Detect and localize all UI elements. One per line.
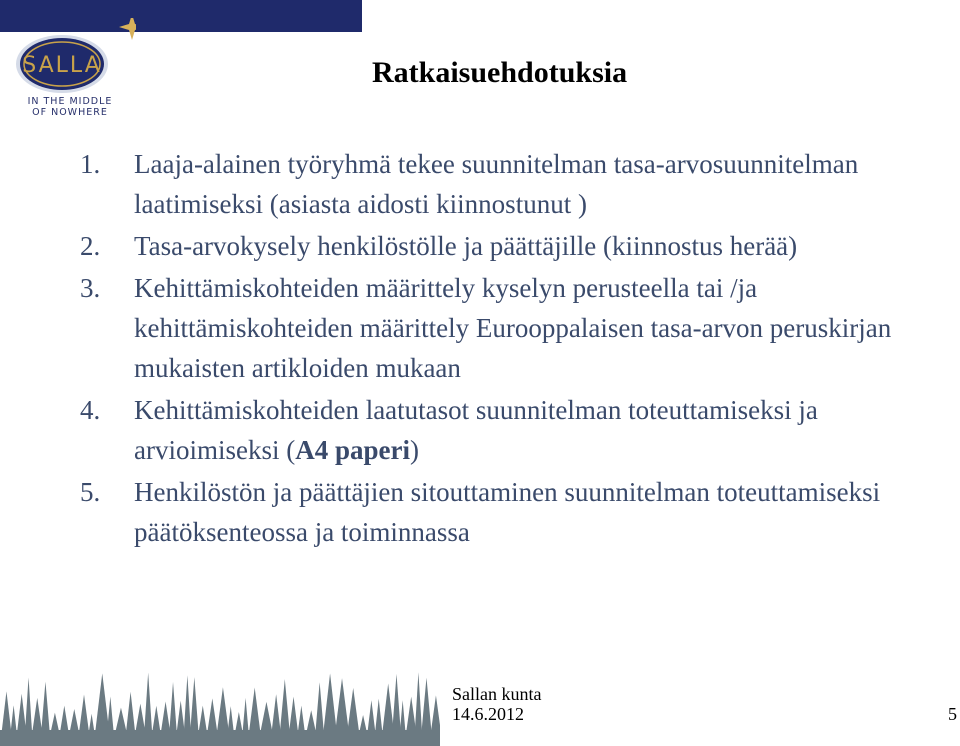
page-number: 5 [948, 704, 957, 724]
forest-base [0, 730, 440, 746]
logo-tagline [20, 96, 120, 118]
item-text-bold: A4 paperi [295, 435, 410, 465]
list-item [80, 226, 940, 266]
item-text: Henkilöstön ja päättäjien sitouttaminen suunnitelman toteuttamiseksi päätöksenteossa ja toiminnassa [134, 477, 881, 547]
list-item [80, 472, 940, 552]
list-item [80, 144, 940, 224]
item-number: 5. [80, 477, 101, 507]
item-text: Kehittämiskohteiden määrittely kyselyn perusteella tai /ja kehittämiskohteiden määrittely Eurooppalaisen tasa-arvon peruskirjan mukaisten artikloiden mukaan [134, 273, 892, 383]
proposal-list [80, 144, 940, 554]
item-text-pre: Kehittämiskohteiden laatutasot suunnitelman toteuttamiseksi ja arvioimiseksi ( [134, 395, 818, 465]
forest-silhouette [0, 670, 440, 746]
item-text: Laaja-alainen työryhmä tekee suunnitelman tasa-arvosuunnitelman laatimiseksi (asiasta aidosti kiinnostunut ) [134, 149, 859, 219]
item-number: 4. [80, 395, 101, 425]
logo-name: SALLA [22, 53, 102, 78]
item-number: 1. [80, 149, 101, 179]
star-icon [119, 18, 136, 40]
list-item [80, 390, 940, 470]
logo-tagline-line1: IN THE MIDDLE [27, 96, 113, 107]
list-item [80, 268, 940, 388]
item-number: 3. [80, 273, 101, 303]
logo-tagline-line2: OF NOWHERE [32, 107, 108, 118]
footer-date: 14.6.2012 [452, 704, 524, 724]
item-number: 2. [80, 231, 101, 261]
item-text-post: ) [409, 435, 419, 465]
slide-title: Ratkaisuehdotuksia [372, 56, 628, 89]
footer-organization: Sallan kunta [452, 684, 542, 704]
item-text: Tasa-arvokysely henkilöstölle ja päättäjille (kiinnostus herää) [134, 231, 798, 261]
